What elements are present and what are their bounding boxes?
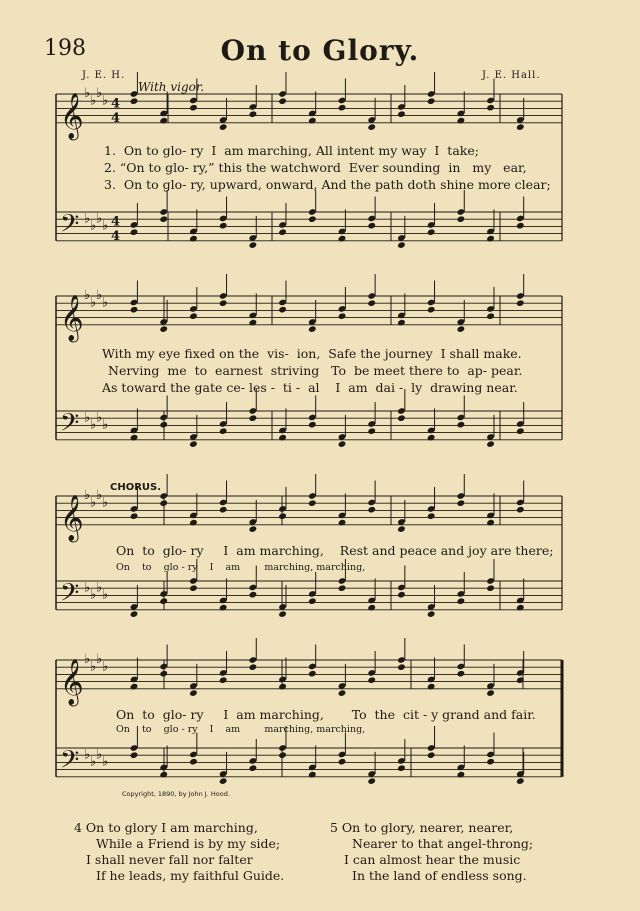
note-head bbox=[249, 319, 258, 327]
note-head bbox=[278, 683, 287, 691]
note-head bbox=[130, 434, 139, 442]
bass-clef: 𝄢 bbox=[60, 578, 80, 614]
note-head bbox=[486, 689, 495, 697]
flat-sign: ♭ bbox=[84, 488, 91, 504]
treble-clef: 𝄞 bbox=[60, 294, 84, 341]
note-head bbox=[130, 751, 139, 759]
treble-clef: 𝄞 bbox=[60, 92, 84, 139]
time-signature-bottom: 4 bbox=[111, 228, 121, 244]
note-head bbox=[338, 519, 347, 527]
chorus-lyric-line-1: On to glo- ry I am marching, Rest and peace and joy are there; bbox=[116, 543, 554, 558]
flat-sign: ♭ bbox=[84, 288, 91, 304]
flat-sign: ♭ bbox=[84, 652, 91, 668]
flat-sign: ♭ bbox=[96, 288, 103, 304]
bass-clef: 𝄢 bbox=[60, 209, 80, 245]
note-head bbox=[367, 676, 376, 684]
note-head bbox=[427, 683, 436, 691]
note-head bbox=[457, 597, 466, 605]
flat-sign: ♭ bbox=[102, 587, 109, 603]
note-head bbox=[189, 758, 198, 766]
verse5-line: Nearer to that angel-throng; bbox=[352, 836, 534, 851]
note-head bbox=[130, 228, 139, 236]
time-signature-top: 4 bbox=[111, 214, 121, 230]
note-head bbox=[516, 506, 525, 514]
note-head bbox=[397, 764, 406, 772]
note-head bbox=[219, 676, 228, 684]
note-head bbox=[189, 689, 198, 697]
verse3-lyric-line: 3. On to glo- ry, upward, onward, And the path doth shine more clear; bbox=[104, 177, 551, 192]
note-head bbox=[367, 299, 376, 307]
verse5-line: In the land of endless song. bbox=[352, 868, 527, 883]
chorus-bass-lyric-2: On to glo - ry I am marching, marching, bbox=[116, 724, 366, 735]
note-head bbox=[397, 591, 406, 599]
note-head bbox=[427, 97, 436, 105]
note-head bbox=[367, 427, 376, 435]
note-head bbox=[486, 312, 495, 320]
note-head bbox=[457, 499, 466, 507]
verse2-lyric-line-2: Nerving me to earnest striving To be meet there to ap- pear. bbox=[108, 363, 523, 378]
verse5-line: I can almost hear the music bbox=[344, 852, 521, 867]
note-head bbox=[219, 123, 228, 131]
chorus-bass-lyric-1: On to glo - ry I am marching, marching, bbox=[116, 562, 366, 573]
composer-credit: J. E. Hall. bbox=[482, 70, 541, 81]
note-head bbox=[516, 222, 525, 230]
note-head bbox=[278, 306, 287, 314]
note-head bbox=[249, 241, 258, 249]
note-head bbox=[427, 434, 436, 442]
note-head bbox=[189, 235, 198, 243]
note-head bbox=[486, 440, 495, 448]
note-head bbox=[130, 512, 139, 520]
note-head bbox=[338, 584, 347, 592]
bass-clef: 𝄢 bbox=[60, 745, 80, 781]
note-head bbox=[367, 604, 376, 612]
note-head bbox=[397, 414, 406, 422]
note-head bbox=[159, 117, 168, 125]
note-head bbox=[338, 104, 347, 112]
note-head bbox=[427, 751, 436, 759]
note-head bbox=[308, 325, 317, 333]
copyright-notice: Copyright, 1890, by John J. Hood. bbox=[122, 790, 230, 798]
note-head bbox=[367, 123, 376, 131]
flat-sign: ♭ bbox=[96, 86, 103, 102]
note-head bbox=[397, 110, 406, 118]
time-signature-top: 4 bbox=[111, 96, 121, 112]
note-head bbox=[249, 414, 258, 422]
note-head bbox=[338, 440, 347, 448]
treble-clef: 𝄞 bbox=[60, 494, 84, 541]
flat-sign: ♭ bbox=[96, 747, 103, 763]
flat-sign: ♭ bbox=[90, 417, 97, 433]
flat-sign: ♭ bbox=[96, 580, 103, 596]
note-head bbox=[219, 222, 228, 230]
note-head bbox=[516, 427, 525, 435]
note-head bbox=[367, 222, 376, 230]
note-head bbox=[189, 519, 198, 527]
hymn-title: On to Glory. bbox=[220, 34, 420, 67]
flat-sign: ♭ bbox=[102, 417, 109, 433]
note-head bbox=[338, 689, 347, 697]
flat-sign: ♭ bbox=[90, 587, 97, 603]
note-head bbox=[457, 325, 466, 333]
note-head bbox=[219, 777, 228, 785]
flat-sign: ♭ bbox=[84, 86, 91, 102]
note-head bbox=[249, 110, 258, 118]
note-head bbox=[130, 306, 139, 314]
verse-4 bbox=[74, 820, 284, 884]
note-head bbox=[278, 751, 287, 759]
note-head bbox=[516, 123, 525, 131]
flat-sign: ♭ bbox=[102, 659, 109, 675]
flat-sign: ♭ bbox=[90, 295, 97, 311]
note-head bbox=[219, 427, 228, 435]
note-head bbox=[367, 777, 376, 785]
flat-sign: ♭ bbox=[90, 495, 97, 511]
note-head bbox=[249, 591, 258, 599]
note-head bbox=[397, 663, 406, 671]
note-head bbox=[278, 228, 287, 236]
flat-sign: ♭ bbox=[90, 218, 97, 234]
note-head bbox=[308, 499, 317, 507]
note-head bbox=[338, 758, 347, 766]
flat-sign: ♭ bbox=[90, 659, 97, 675]
flat-sign: ♭ bbox=[96, 488, 103, 504]
note-head bbox=[516, 299, 525, 307]
note-head bbox=[219, 506, 228, 514]
verse4-line: I shall never fall nor falter bbox=[86, 852, 253, 867]
note-head bbox=[457, 117, 466, 125]
note-head bbox=[427, 306, 436, 314]
flat-sign: ♭ bbox=[90, 754, 97, 770]
note-head bbox=[308, 771, 317, 779]
flat-sign: ♭ bbox=[84, 580, 91, 596]
flat-sign: ♭ bbox=[96, 652, 103, 668]
note-head bbox=[278, 512, 287, 520]
verse5-line: 5 On to glory, nearer, nearer, bbox=[330, 820, 514, 835]
note-head bbox=[278, 610, 287, 618]
note-head bbox=[249, 663, 258, 671]
note-head bbox=[397, 525, 406, 533]
note-head bbox=[338, 235, 347, 243]
flat-sign: ♭ bbox=[102, 218, 109, 234]
verse1-lyric-line: 1. On to glo- ry I am marching, All intent my way I take; bbox=[104, 143, 479, 158]
note-head bbox=[516, 777, 525, 785]
note-head bbox=[486, 519, 495, 527]
note-head bbox=[130, 683, 139, 691]
note-head bbox=[189, 440, 198, 448]
verse4-line: 4 On to glory I am marching, bbox=[74, 820, 258, 835]
note-head bbox=[486, 104, 495, 112]
verse4-line: While a Friend is by my side; bbox=[96, 836, 281, 851]
note-head bbox=[219, 604, 228, 612]
flat-sign: ♭ bbox=[84, 747, 91, 763]
flat-sign: ♭ bbox=[102, 754, 109, 770]
note-head bbox=[338, 312, 347, 320]
flat-sign: ♭ bbox=[90, 93, 97, 109]
note-head bbox=[457, 421, 466, 429]
note-head bbox=[308, 597, 317, 605]
time-signature-bottom: 4 bbox=[111, 110, 121, 126]
flat-sign: ♭ bbox=[102, 93, 109, 109]
note-head bbox=[308, 670, 317, 678]
verse3-lyric-line-2: As toward the gate ce- les - ti - al I am dai - ly drawing near. bbox=[102, 380, 518, 395]
note-head bbox=[130, 97, 139, 105]
note-head bbox=[486, 758, 495, 766]
note-head bbox=[249, 764, 258, 772]
lyricist-credit: J. E. H. bbox=[82, 70, 126, 81]
note-head bbox=[457, 215, 466, 223]
flat-sign: ♭ bbox=[84, 410, 91, 426]
tempo-marking: With vigor. bbox=[138, 80, 205, 94]
note-head bbox=[249, 525, 258, 533]
note-head bbox=[397, 319, 406, 327]
flat-sign: ♭ bbox=[96, 211, 103, 227]
bass-clef: 𝄢 bbox=[60, 408, 80, 444]
note-head bbox=[189, 584, 198, 592]
note-head bbox=[367, 506, 376, 514]
chorus-label: CHORUS. bbox=[110, 482, 162, 493]
note-head bbox=[219, 299, 228, 307]
verse-5 bbox=[330, 820, 533, 884]
note-head bbox=[457, 670, 466, 678]
note-head bbox=[397, 241, 406, 249]
note-head bbox=[427, 512, 436, 520]
flat-sign: ♭ bbox=[102, 495, 109, 511]
note-head bbox=[159, 325, 168, 333]
note-head bbox=[457, 771, 466, 779]
flat-sign: ♭ bbox=[96, 410, 103, 426]
note-head bbox=[308, 117, 317, 125]
verse1-lyric-line-2: With my eye fixed on the vis- ion, Safe the journey I shall make. bbox=[102, 346, 522, 361]
note-head bbox=[278, 97, 287, 105]
note-head bbox=[427, 228, 436, 236]
note-head bbox=[486, 235, 495, 243]
note-head bbox=[427, 610, 436, 618]
page-number: 198 bbox=[44, 36, 86, 61]
chorus-lyric-line-2: On to glo- ry I am marching, To the cit - y grand and fair. bbox=[116, 707, 536, 722]
verse2-lyric-line: 2. “On to glo- ry,” this the watchword Ever sounding in my ear, bbox=[104, 160, 527, 175]
note-head bbox=[278, 434, 287, 442]
note-head bbox=[308, 215, 317, 223]
flat-sign: ♭ bbox=[84, 211, 91, 227]
note-head bbox=[189, 104, 198, 112]
verse4-line: If he leads, my faithful Guide. bbox=[96, 868, 285, 883]
flat-sign: ♭ bbox=[102, 295, 109, 311]
note-head bbox=[308, 421, 317, 429]
note-head bbox=[189, 312, 198, 320]
treble-clef: 𝄞 bbox=[60, 658, 84, 705]
note-head bbox=[159, 215, 168, 223]
note-head bbox=[486, 584, 495, 592]
note-head bbox=[516, 604, 525, 612]
note-head bbox=[130, 610, 139, 618]
